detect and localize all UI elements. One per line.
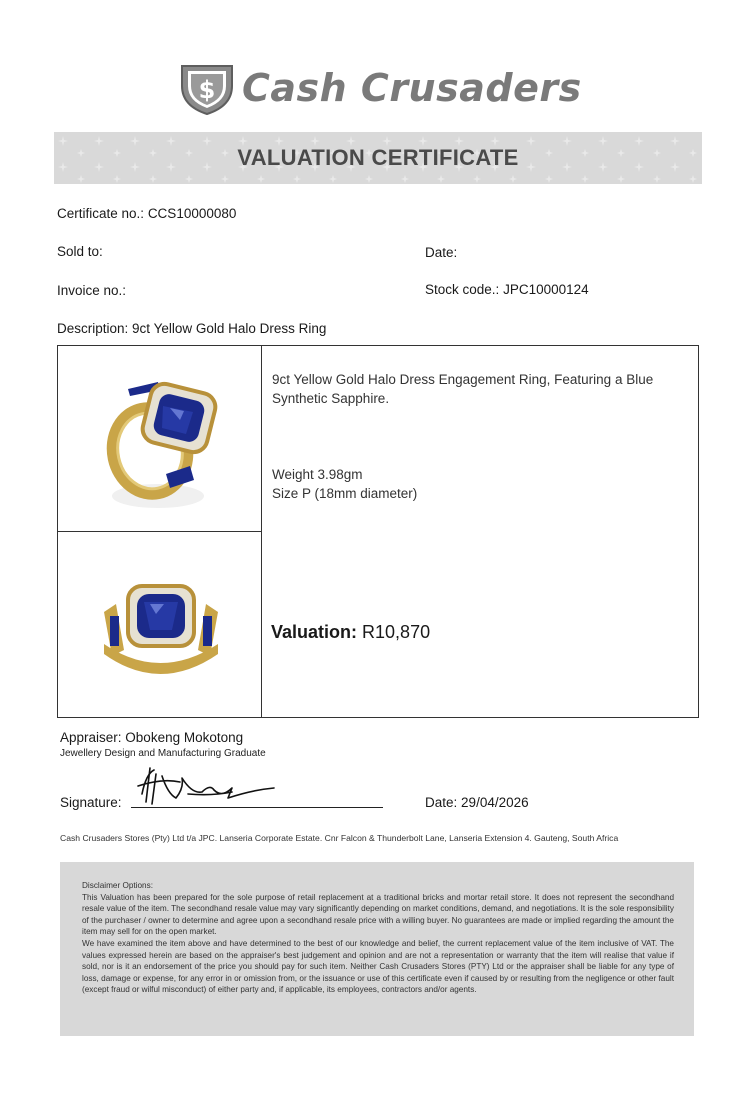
stock-code-value: JPC10000124 bbox=[503, 282, 589, 297]
ring-side-image bbox=[58, 346, 261, 531]
item-weight: Weight 3.98gm bbox=[272, 467, 363, 482]
footer-address: Cash Crusaders Stores (Pty) Ltd t/a JPC. Lanseria Corporate Estate. Cnr Falcon & Thunderbolt Lane, Lanseria Extension 4. Gauteng, South Africa bbox=[60, 833, 619, 843]
appraiser-title: Jewellery Design and Manufacturing Graduate bbox=[60, 748, 266, 759]
disclaimer-paragraph-2: We have examined the item above and have determined to the best of our knowledge and belief, the current replacement value of the item inclusive of VAT. The values expressed herein are based on the appraiser's best judgement and opinion and are not a representation or warranty that the item will realise that value if sold, nor is it an endorsement of the price you should pay for such item. Neither Cash Crusaders Stores (PTY) Ltd or the appraiser shall be liable for any type of loss, damage or expense, for any error in or omission from, or the issuance or use of this certificate even if caused by or resulting from the negligence or other fault (except fraud or wilful misconduct) of either party and, if applicable, its employees, contractors and/or agents. bbox=[82, 938, 674, 995]
date-bottom-value: 29/04/2026 bbox=[461, 795, 529, 810]
signature-image bbox=[132, 764, 282, 808]
appraiser-name: Obokeng Mokotong bbox=[125, 730, 244, 745]
description-label: Description: bbox=[57, 321, 129, 336]
valuation bbox=[271, 622, 430, 643]
date-top-label: Date: bbox=[425, 245, 458, 260]
ring-photo-side bbox=[58, 346, 262, 532]
item-size: Size P (18mm diameter) bbox=[272, 486, 418, 501]
item-description-line-1: 9ct Yellow Gold Halo Dress Engagement Ring, Featuring a Blue bbox=[272, 372, 654, 387]
item-description-line-2: Synthetic Sapphire. bbox=[272, 391, 390, 406]
svg-text:$: $ bbox=[198, 76, 216, 104]
description-value: 9ct Yellow Gold Halo Dress Ring bbox=[132, 321, 327, 336]
appraiser bbox=[60, 730, 243, 745]
ring-front-image bbox=[58, 532, 261, 716]
stock-code-label: Stock code.: bbox=[425, 282, 500, 297]
date-bottom bbox=[425, 795, 529, 810]
sold-to-label: Sold to: bbox=[57, 244, 103, 259]
valuation-value: R10,870 bbox=[362, 622, 431, 642]
description bbox=[57, 321, 326, 336]
valuation-label: Valuation: bbox=[271, 622, 358, 642]
signature-label: Signature: bbox=[60, 795, 122, 810]
disclaimer-text bbox=[82, 880, 674, 996]
ring-photo-front bbox=[58, 532, 262, 717]
date-bottom-label: Date: bbox=[425, 795, 458, 810]
disclaimer-paragraph-1: This Valuation has been prepared for the sole purpose of retail replacement at a traditional bricks and mortar retail store. It does not represent the secondhand resale value of the item. The secondhand resale value may vary significantly depending on market conditions, demand, and negotiations. It is the sole responsibility of the purchaser / owner to determine and agree upon a secondhand resale price with a willing buyer. No guarantees are made or implied regarding the amount the item may sell for on the open market. bbox=[82, 892, 674, 937]
stock-code bbox=[425, 282, 589, 297]
disclaimer-heading: Disclaimer Options: bbox=[82, 881, 153, 890]
certificate-label: Certificate no.: bbox=[57, 206, 145, 221]
details-table bbox=[57, 345, 699, 718]
brand-name: Cash Crusaders bbox=[242, 66, 582, 110]
brand-logo bbox=[176, 60, 586, 120]
disclaimer-box bbox=[60, 862, 694, 1036]
description-cell bbox=[262, 346, 698, 717]
certificate-number bbox=[57, 206, 236, 221]
dollar-shield-icon bbox=[176, 60, 238, 116]
appraiser-label: Appraiser: bbox=[60, 730, 122, 745]
invoice-label: Invoice no.: bbox=[57, 283, 127, 298]
page-title: VALUATION CERTIFICATE bbox=[237, 145, 519, 170]
certificate-banner bbox=[54, 132, 702, 184]
certificate-value: CCS10000080 bbox=[147, 206, 237, 221]
